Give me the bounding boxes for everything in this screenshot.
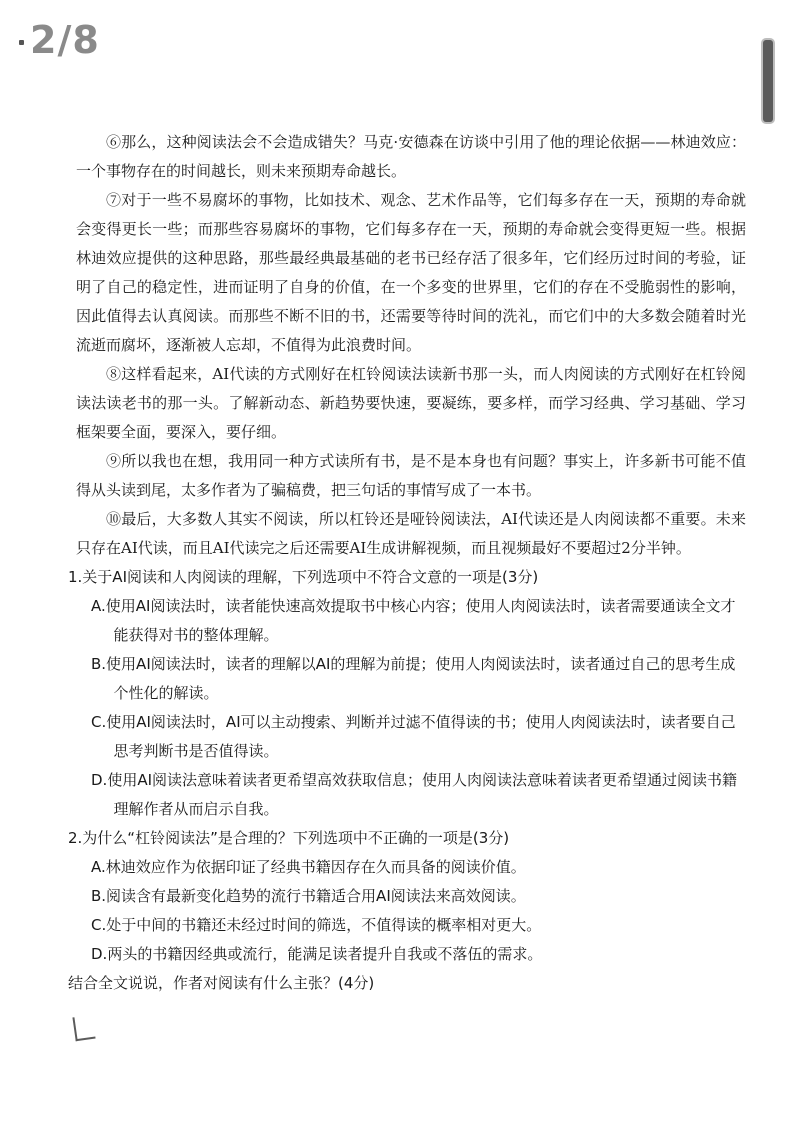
paragraph-7: ⑦对于一些不易腐坏的事物，比如技术、观念、艺术作品等，它们每多存在一天，预期的寿命就会变得更长一些；而那些容易腐坏的事物，它们每多存在一天，预期的寿命就会变得更短一些。根据林迪效应提供的这种思路，那些最经典最基础的老书已经存活了很多年，它们经历过时间的考验，证明了自己的稳定性，进而证明了自身的价值，在一个多变的世界里，它们的存在不受脆弱性的影响，因此值得去认真阅读。而那些不断不旧的书，还需要等待时间的洗礼，而它们中的大多数会随着时光流逝而腐坏，逐渐被人忘却，不值得为此浪费时间。 bbox=[76, 191, 746, 354]
paragraph-9: ⑨所以我也在想，我用同一种方式读所有书，是不是本身也有问题？事实上，许多新书可能不值得从头读到尾，太多作者为了骗稿费，把三句话的事情写成了一本书。 bbox=[76, 452, 746, 499]
paragraph-8: ⑧这样看起来，AI代读的方式刚好在杠铃阅读法读新书那一头，而人肉阅读的方式刚好在杠铃阅读法读老书的那一头。了解新动态、新趋势要快速，要凝练，要多样，而学习经典、学习基础、学习框架要全面，要深入，要仔细。 bbox=[76, 365, 746, 441]
question-1-option-a: A.使用AI阅读法时，读者能快速高效提取书中核心内容；使用人肉阅读法时，读者需要通读全文才能获得对书的整体理解。 bbox=[91, 597, 736, 644]
question-2-option-a: A.林迪效应作为依据印证了经典书籍因存在久而具备的阅读价值。 bbox=[91, 858, 526, 876]
document-body bbox=[68, 128, 746, 998]
page-number-badge: 2/8 bbox=[30, 18, 100, 62]
question-2-title: 2.为什么“杠铃阅读法”是合理的？下列选项中不正确的一项是(3分) bbox=[68, 829, 510, 847]
question-2-option-c: C.处于中间的书籍还未经过时间的筛选，不值得读的概率相对更大。 bbox=[91, 916, 542, 934]
question-3-title: 结合全文说说，作者对阅读有什么主张？(4分) bbox=[68, 974, 375, 992]
handwritten-mark bbox=[72, 1015, 95, 1042]
paragraph-10: ⑩最后，大多数人其实不阅读，所以杠铃还是哑铃阅读法，AI代读还是人肉阅读都不重要。未来只存在AI代读，而且AI代读完之后还需要AI生成讲解视频，而且视频最好不要超过2分半钟。 bbox=[76, 510, 746, 557]
corner-mark bbox=[19, 40, 24, 45]
paragraph-6: ⑥那么，这种阅读法会不会造成错失？马克·安德森在访谈中引用了他的理论依据——林迪效应：一个事物存在的时间越长，则未来预期寿命越长。 bbox=[76, 133, 746, 180]
scrollbar-handle[interactable] bbox=[763, 40, 773, 122]
question-1-option-c: C.使用AI阅读法时，AI可以主动搜索、判断并过滤不值得读的书；使用人肉阅读法时，读者要自己思考判断书是否值得读。 bbox=[91, 713, 736, 760]
question-1-title: 1.关于AI阅读和人肉阅读的理解，下列选项中不符合文意的一项是(3分) bbox=[68, 568, 539, 586]
question-2-option-d: D.两头的书籍因经典或流行，能满足读者提升自我或不落伍的需求。 bbox=[91, 945, 543, 963]
question-1-option-d: D.使用AI阅读法意味着读者更希望高效获取信息；使用人肉阅读法意味着读者更希望通过阅读书籍理解作者从而启示自我。 bbox=[91, 771, 738, 818]
question-2-option-b: B.阅读含有最新变化趋势的流行书籍适合用AI阅读法来高效阅读。 bbox=[91, 887, 526, 905]
question-1-option-b: B.使用AI阅读法时，读者的理解以AI的理解为前提；使用人肉阅读法时，读者通过自己的思考生成个性化的解读。 bbox=[91, 655, 736, 702]
